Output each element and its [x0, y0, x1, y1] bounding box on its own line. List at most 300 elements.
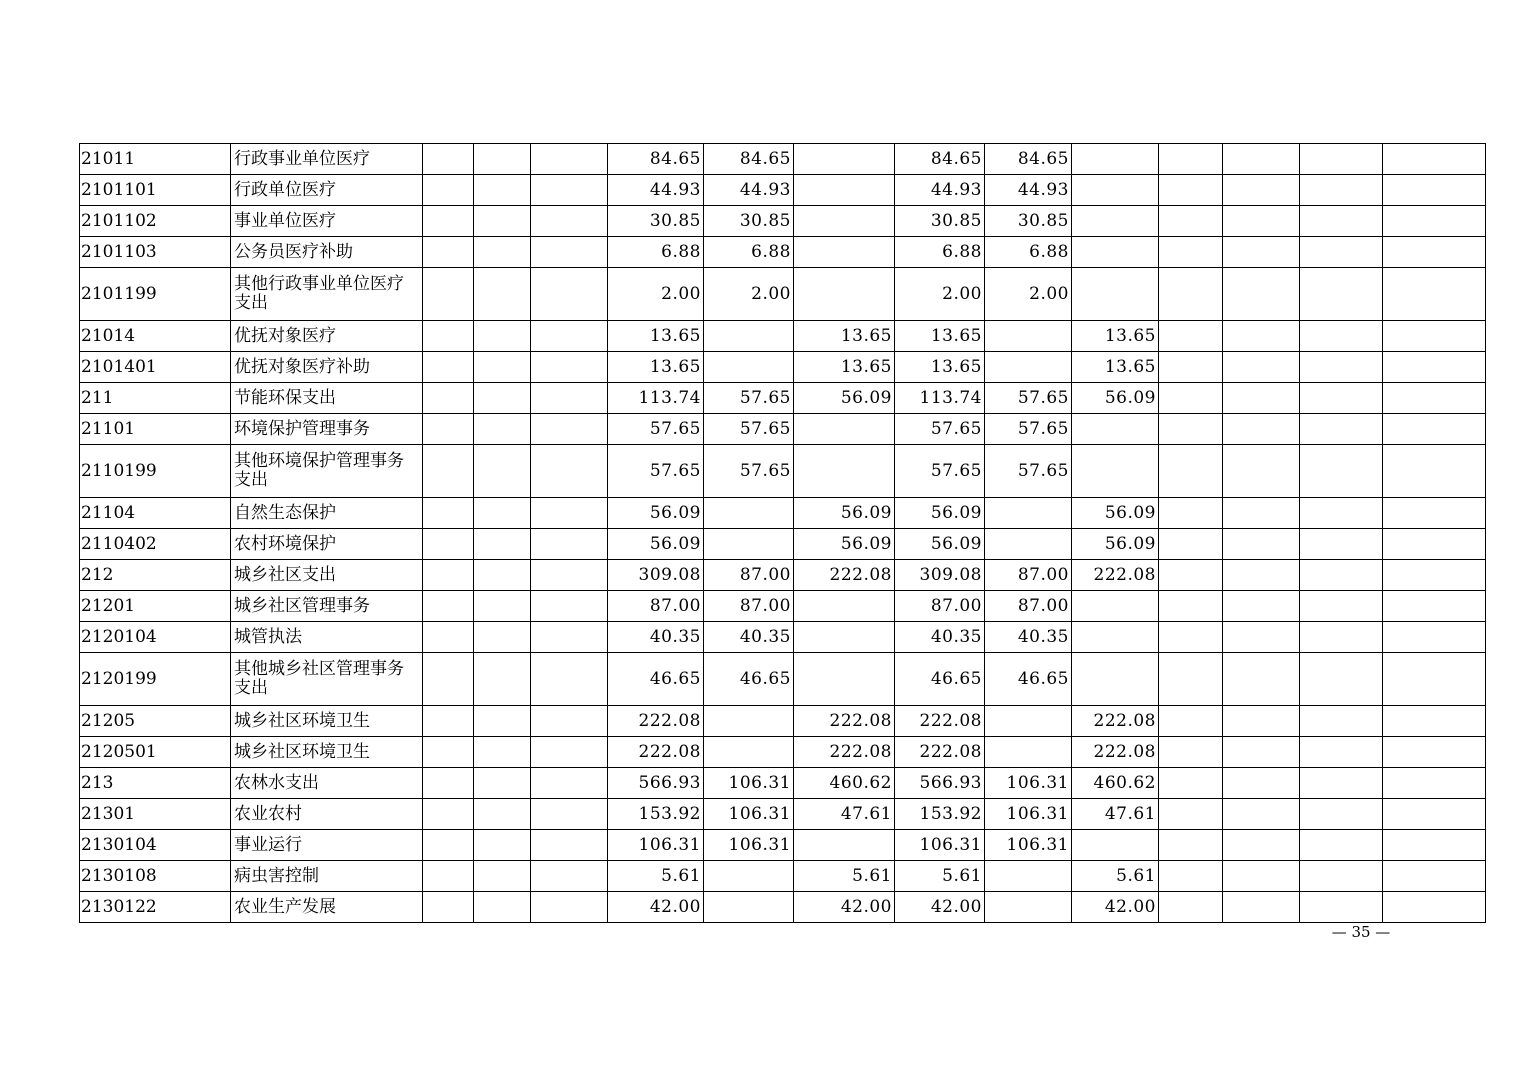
- cell-c3: [423, 321, 474, 352]
- cell-c6: 44.93: [608, 175, 704, 206]
- cell-c7: [704, 352, 794, 383]
- cell-c13: [1223, 237, 1300, 268]
- table-row: [80, 622, 1486, 653]
- cell-c13: [1223, 175, 1300, 206]
- cell-c9: 222.08: [895, 737, 985, 768]
- cell-c5: [531, 892, 608, 923]
- table-row: [80, 268, 1486, 321]
- cell-c13: [1223, 529, 1300, 560]
- cell-c12: [1159, 622, 1223, 653]
- cell-c14: [1300, 321, 1383, 352]
- cell-c7: [704, 706, 794, 737]
- cell-c8: 222.08: [794, 560, 895, 591]
- cell-c4: [474, 653, 531, 706]
- cell-code: 2101102: [80, 206, 231, 237]
- cell-c3: [423, 768, 474, 799]
- cell-c8: [794, 144, 895, 175]
- cell-c3: [423, 445, 474, 498]
- table-row: [80, 144, 1486, 175]
- cell-c10: 87.00: [985, 560, 1072, 591]
- cell-c8: [794, 206, 895, 237]
- cell-c3: [423, 892, 474, 923]
- cell-c5: [531, 268, 608, 321]
- cell-c15: [1383, 861, 1486, 892]
- cell-c6: 42.00: [608, 892, 704, 923]
- table-row: [80, 768, 1486, 799]
- cell-c12: [1159, 321, 1223, 352]
- cell-c4: [474, 383, 531, 414]
- cell-c3: [423, 414, 474, 445]
- cell-c4: [474, 768, 531, 799]
- table-body: [80, 144, 1486, 923]
- cell-c11: [1072, 830, 1159, 861]
- cell-c6: 13.65: [608, 321, 704, 352]
- cell-name: 城乡社区支出: [231, 560, 423, 591]
- cell-c11: 42.00: [1072, 892, 1159, 923]
- cell-c15: [1383, 529, 1486, 560]
- cell-c10: 84.65: [985, 144, 1072, 175]
- cell-c5: [531, 830, 608, 861]
- cell-c8: 42.00: [794, 892, 895, 923]
- cell-c15: [1383, 799, 1486, 830]
- cell-c11: 222.08: [1072, 560, 1159, 591]
- cell-c14: [1300, 268, 1383, 321]
- cell-name: 城管执法: [231, 622, 423, 653]
- table-row: [80, 383, 1486, 414]
- cell-code: 21301: [80, 799, 231, 830]
- cell-c10: [985, 352, 1072, 383]
- cell-c15: [1383, 591, 1486, 622]
- cell-c3: [423, 498, 474, 529]
- table-row: [80, 737, 1486, 768]
- cell-c11: [1072, 622, 1159, 653]
- cell-c14: [1300, 737, 1383, 768]
- cell-c9: 106.31: [895, 830, 985, 861]
- cell-c5: [531, 768, 608, 799]
- cell-code: 21205: [80, 706, 231, 737]
- cell-c4: [474, 529, 531, 560]
- cell-c7: 46.65: [704, 653, 794, 706]
- cell-c14: [1300, 799, 1383, 830]
- cell-c6: 84.65: [608, 144, 704, 175]
- cell-c8: 47.61: [794, 799, 895, 830]
- cell-c6: 87.00: [608, 591, 704, 622]
- cell-name: 其他行政事业单位医疗支出: [231, 268, 423, 321]
- cell-c10: 57.65: [985, 445, 1072, 498]
- cell-c11: [1072, 591, 1159, 622]
- cell-c13: [1223, 861, 1300, 892]
- cell-c15: [1383, 237, 1486, 268]
- cell-c12: [1159, 352, 1223, 383]
- cell-c12: [1159, 591, 1223, 622]
- cell-c13: [1223, 737, 1300, 768]
- cell-c3: [423, 383, 474, 414]
- cell-c7: 57.65: [704, 445, 794, 498]
- cell-c8: [794, 653, 895, 706]
- cell-c14: [1300, 144, 1383, 175]
- cell-c7: 57.65: [704, 414, 794, 445]
- cell-c10: 57.65: [985, 383, 1072, 414]
- cell-c7: 2.00: [704, 268, 794, 321]
- cell-c8: [794, 237, 895, 268]
- table-row: [80, 237, 1486, 268]
- cell-c11: 13.65: [1072, 321, 1159, 352]
- cell-c11: 56.09: [1072, 383, 1159, 414]
- cell-c15: [1383, 830, 1486, 861]
- cell-c15: [1383, 498, 1486, 529]
- cell-c14: [1300, 560, 1383, 591]
- cell-c10: 106.31: [985, 799, 1072, 830]
- cell-c15: [1383, 653, 1486, 706]
- cell-c6: 57.65: [608, 414, 704, 445]
- cell-name: 节能环保支出: [231, 383, 423, 414]
- cell-code: 211: [80, 383, 231, 414]
- cell-c11: 56.09: [1072, 498, 1159, 529]
- cell-c15: [1383, 414, 1486, 445]
- cell-c7: 6.88: [704, 237, 794, 268]
- table-row: [80, 175, 1486, 206]
- cell-c10: 6.88: [985, 237, 1072, 268]
- cell-c4: [474, 706, 531, 737]
- cell-c6: 30.85: [608, 206, 704, 237]
- cell-c3: [423, 237, 474, 268]
- cell-c8: 222.08: [794, 706, 895, 737]
- cell-c10: 87.00: [985, 591, 1072, 622]
- cell-c10: [985, 706, 1072, 737]
- cell-c6: 56.09: [608, 529, 704, 560]
- cell-c13: [1223, 560, 1300, 591]
- cell-c8: [794, 622, 895, 653]
- cell-c13: [1223, 591, 1300, 622]
- cell-c9: 5.61: [895, 861, 985, 892]
- cell-c10: [985, 861, 1072, 892]
- cell-c8: 56.09: [794, 383, 895, 414]
- cell-c14: [1300, 414, 1383, 445]
- cell-c13: [1223, 414, 1300, 445]
- cell-c5: [531, 383, 608, 414]
- cell-c9: 153.92: [895, 799, 985, 830]
- cell-c8: 222.08: [794, 737, 895, 768]
- cell-c13: [1223, 268, 1300, 321]
- cell-c9: 30.85: [895, 206, 985, 237]
- cell-c11: 5.61: [1072, 861, 1159, 892]
- cell-c14: [1300, 352, 1383, 383]
- cell-c9: 87.00: [895, 591, 985, 622]
- cell-c7: 44.93: [704, 175, 794, 206]
- cell-c6: 309.08: [608, 560, 704, 591]
- cell-c13: [1223, 622, 1300, 653]
- cell-c13: [1223, 352, 1300, 383]
- cell-c3: [423, 352, 474, 383]
- cell-c15: [1383, 737, 1486, 768]
- cell-c10: 106.31: [985, 830, 1072, 861]
- cell-c14: [1300, 653, 1383, 706]
- cell-c3: [423, 144, 474, 175]
- cell-c3: [423, 268, 474, 321]
- cell-c15: [1383, 321, 1486, 352]
- cell-c5: [531, 144, 608, 175]
- cell-c7: [704, 529, 794, 560]
- cell-c10: 46.65: [985, 653, 1072, 706]
- cell-code: 212: [80, 560, 231, 591]
- cell-c6: 57.65: [608, 445, 704, 498]
- cell-name: 农林水支出: [231, 768, 423, 799]
- cell-c5: [531, 706, 608, 737]
- cell-name: 事业运行: [231, 830, 423, 861]
- cell-c3: [423, 653, 474, 706]
- cell-c4: [474, 321, 531, 352]
- cell-c10: 57.65: [985, 414, 1072, 445]
- cell-c8: 13.65: [794, 352, 895, 383]
- cell-c5: [531, 529, 608, 560]
- cell-c12: [1159, 414, 1223, 445]
- cell-name: 病虫害控制: [231, 861, 423, 892]
- cell-c9: 42.00: [895, 892, 985, 923]
- cell-c7: 57.65: [704, 383, 794, 414]
- cell-c4: [474, 175, 531, 206]
- cell-c13: [1223, 653, 1300, 706]
- cell-c5: [531, 206, 608, 237]
- cell-c3: [423, 622, 474, 653]
- cell-c11: [1072, 268, 1159, 321]
- cell-c6: 46.65: [608, 653, 704, 706]
- cell-c11: 47.61: [1072, 799, 1159, 830]
- cell-code: 21014: [80, 321, 231, 352]
- cell-c3: [423, 175, 474, 206]
- cell-c12: [1159, 175, 1223, 206]
- cell-c15: [1383, 383, 1486, 414]
- cell-c5: [531, 861, 608, 892]
- cell-code: 2120104: [80, 622, 231, 653]
- cell-name: 农业生产发展: [231, 892, 423, 923]
- cell-code: 21101: [80, 414, 231, 445]
- cell-c12: [1159, 383, 1223, 414]
- table-row: [80, 830, 1486, 861]
- cell-c9: 40.35: [895, 622, 985, 653]
- cell-c11: [1072, 414, 1159, 445]
- table-row: [80, 445, 1486, 498]
- cell-c5: [531, 352, 608, 383]
- cell-c13: [1223, 830, 1300, 861]
- cell-c7: 106.31: [704, 799, 794, 830]
- table-row: [80, 892, 1486, 923]
- table-row: [80, 560, 1486, 591]
- cell-c15: [1383, 175, 1486, 206]
- cell-c4: [474, 237, 531, 268]
- cell-c7: [704, 498, 794, 529]
- cell-c13: [1223, 445, 1300, 498]
- table-row: [80, 414, 1486, 445]
- cell-c4: [474, 498, 531, 529]
- cell-c5: [531, 653, 608, 706]
- cell-c6: 6.88: [608, 237, 704, 268]
- cell-c13: [1223, 498, 1300, 529]
- cell-c10: 106.31: [985, 768, 1072, 799]
- cell-c12: [1159, 653, 1223, 706]
- cell-c5: [531, 321, 608, 352]
- cell-c9: 84.65: [895, 144, 985, 175]
- cell-name: 事业单位医疗: [231, 206, 423, 237]
- cell-c10: [985, 737, 1072, 768]
- cell-c11: [1072, 206, 1159, 237]
- cell-c7: 106.31: [704, 768, 794, 799]
- cell-c4: [474, 445, 531, 498]
- cell-code: 2110199: [80, 445, 231, 498]
- cell-c8: 56.09: [794, 498, 895, 529]
- cell-c5: [531, 175, 608, 206]
- cell-c8: 13.65: [794, 321, 895, 352]
- cell-c9: 56.09: [895, 498, 985, 529]
- cell-c3: [423, 591, 474, 622]
- cell-c9: 44.93: [895, 175, 985, 206]
- cell-c9: 222.08: [895, 706, 985, 737]
- cell-c10: [985, 321, 1072, 352]
- cell-c4: [474, 622, 531, 653]
- cell-code: 2130104: [80, 830, 231, 861]
- table-row: [80, 529, 1486, 560]
- cell-c10: 40.35: [985, 622, 1072, 653]
- cell-c7: 106.31: [704, 830, 794, 861]
- cell-c12: [1159, 737, 1223, 768]
- cell-c8: 460.62: [794, 768, 895, 799]
- cell-c9: 13.65: [895, 352, 985, 383]
- cell-c7: 40.35: [704, 622, 794, 653]
- cell-c12: [1159, 892, 1223, 923]
- page-number: — 35 —: [1331, 923, 1391, 941]
- cell-name: 优抚对象医疗: [231, 321, 423, 352]
- cell-c13: [1223, 383, 1300, 414]
- cell-name: 其他城乡社区管理事务支出: [231, 653, 423, 706]
- cell-code: 21011: [80, 144, 231, 175]
- cell-c6: 153.92: [608, 799, 704, 830]
- cell-c14: [1300, 622, 1383, 653]
- cell-c12: [1159, 830, 1223, 861]
- cell-c6: 40.35: [608, 622, 704, 653]
- cell-c10: [985, 892, 1072, 923]
- cell-c9: 2.00: [895, 268, 985, 321]
- cell-c6: 56.09: [608, 498, 704, 529]
- cell-c8: 5.61: [794, 861, 895, 892]
- cell-c5: [531, 622, 608, 653]
- cell-name: 行政单位医疗: [231, 175, 423, 206]
- cell-c5: [531, 237, 608, 268]
- cell-c6: 13.65: [608, 352, 704, 383]
- cell-c6: 2.00: [608, 268, 704, 321]
- cell-c13: [1223, 892, 1300, 923]
- cell-c15: [1383, 268, 1486, 321]
- cell-c4: [474, 206, 531, 237]
- cell-c11: [1072, 237, 1159, 268]
- cell-c6: 222.08: [608, 706, 704, 737]
- cell-code: 2101101: [80, 175, 231, 206]
- cell-c3: [423, 206, 474, 237]
- cell-c6: 222.08: [608, 737, 704, 768]
- cell-c5: [531, 498, 608, 529]
- cell-c14: [1300, 591, 1383, 622]
- cell-c14: [1300, 892, 1383, 923]
- cell-c12: [1159, 498, 1223, 529]
- cell-c14: [1300, 383, 1383, 414]
- cell-c15: [1383, 206, 1486, 237]
- cell-c13: [1223, 768, 1300, 799]
- cell-c13: [1223, 206, 1300, 237]
- cell-name: 城乡社区环境卫生: [231, 706, 423, 737]
- cell-c6: 113.74: [608, 383, 704, 414]
- cell-c11: 222.08: [1072, 706, 1159, 737]
- cell-c8: [794, 414, 895, 445]
- cell-c4: [474, 737, 531, 768]
- cell-c12: [1159, 799, 1223, 830]
- cell-c3: [423, 529, 474, 560]
- cell-c14: [1300, 861, 1383, 892]
- cell-c14: [1300, 445, 1383, 498]
- cell-c5: [531, 414, 608, 445]
- cell-name: 环境保护管理事务: [231, 414, 423, 445]
- cell-code: 2130108: [80, 861, 231, 892]
- cell-name: 自然生态保护: [231, 498, 423, 529]
- cell-c6: 566.93: [608, 768, 704, 799]
- cell-c3: [423, 861, 474, 892]
- cell-name: 城乡社区管理事务: [231, 591, 423, 622]
- cell-c11: 13.65: [1072, 352, 1159, 383]
- cell-code: 2130122: [80, 892, 231, 923]
- cell-name: 公务员医疗补助: [231, 237, 423, 268]
- cell-c7: [704, 321, 794, 352]
- cell-code: 2101103: [80, 237, 231, 268]
- cell-code: 2101199: [80, 268, 231, 321]
- cell-code: 21104: [80, 498, 231, 529]
- cell-c14: [1300, 206, 1383, 237]
- cell-c5: [531, 560, 608, 591]
- cell-c13: [1223, 144, 1300, 175]
- cell-c4: [474, 591, 531, 622]
- cell-c12: [1159, 861, 1223, 892]
- cell-code: 2120501: [80, 737, 231, 768]
- table-row: [80, 799, 1486, 830]
- cell-c9: 309.08: [895, 560, 985, 591]
- table-row: [80, 591, 1486, 622]
- cell-c4: [474, 414, 531, 445]
- table-row: [80, 206, 1486, 237]
- cell-c11: [1072, 144, 1159, 175]
- cell-c10: [985, 529, 1072, 560]
- cell-c12: [1159, 768, 1223, 799]
- cell-c10: 44.93: [985, 175, 1072, 206]
- cell-code: 2120199: [80, 653, 231, 706]
- cell-c15: [1383, 706, 1486, 737]
- cell-code: 2101401: [80, 352, 231, 383]
- cell-c7: [704, 737, 794, 768]
- cell-c7: [704, 861, 794, 892]
- budget-table: [79, 143, 1486, 923]
- cell-c12: [1159, 560, 1223, 591]
- cell-c9: 566.93: [895, 768, 985, 799]
- cell-c4: [474, 352, 531, 383]
- cell-c4: [474, 144, 531, 175]
- cell-c9: 57.65: [895, 445, 985, 498]
- cell-code: 2110402: [80, 529, 231, 560]
- cell-c11: 460.62: [1072, 768, 1159, 799]
- cell-c12: [1159, 445, 1223, 498]
- table-row: [80, 352, 1486, 383]
- cell-c5: [531, 591, 608, 622]
- cell-c6: 5.61: [608, 861, 704, 892]
- cell-c11: [1072, 175, 1159, 206]
- cell-name: 城乡社区环境卫生: [231, 737, 423, 768]
- cell-c3: [423, 560, 474, 591]
- cell-c12: [1159, 706, 1223, 737]
- table-row: [80, 653, 1486, 706]
